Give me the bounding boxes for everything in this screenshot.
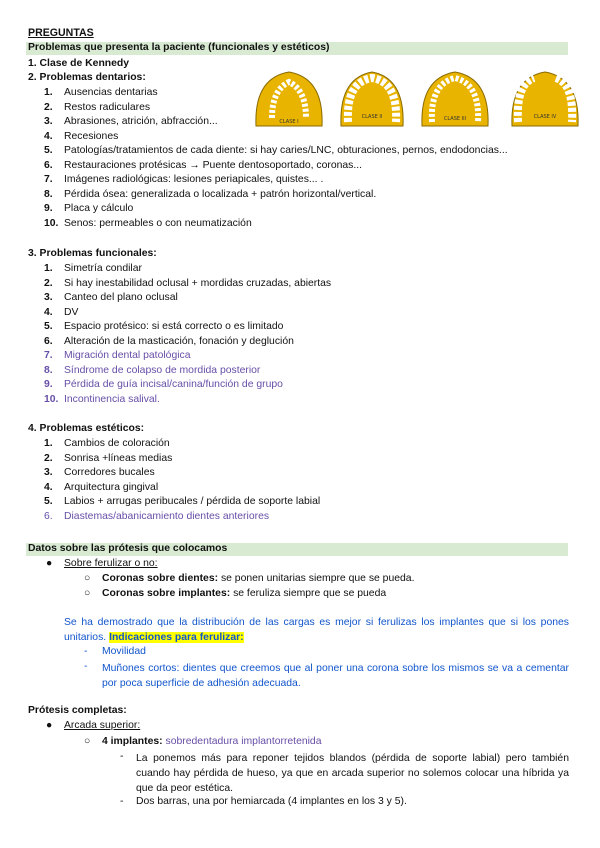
kennedy-label: CLASE IV	[533, 114, 557, 120]
circle-bullet-icon: ○	[84, 573, 91, 584]
aesthetic-list	[44, 437, 320, 524]
aesthetic-heading: 4. Problemas estéticos:	[28, 423, 145, 434]
list-item: 10. Senos: permeables o con neumatización	[44, 217, 252, 229]
dash-icon: -	[120, 751, 124, 762]
circle-bullet-icon: ○	[84, 736, 91, 747]
list-item: 3. Canteo del plano oclusal	[44, 292, 178, 303]
indications-highlight: Indicaciones para ferulizar:	[109, 632, 244, 643]
bullet-icon: ●	[46, 720, 53, 731]
list-item: 7. Migración dental patológica	[44, 350, 191, 361]
list-item: 9. Placa y cálculo	[44, 203, 134, 214]
list-item: 1. Ausencias dentarias	[44, 87, 158, 98]
list-item: 3. Abrasiones, atrición, abfracción...	[44, 116, 218, 127]
list-item: 10. Incontinencia salival.	[44, 393, 160, 405]
dash-icon: -	[120, 796, 124, 807]
list-item: 8. Pérdida ósea: generalizada o localizada + patrón horizontal/vertical.	[44, 188, 377, 200]
sub-item: La ponemos más para reponer tejidos blandos (pérdida de soporte labial) pero también cuando hay pérdida de hueso, ya que en arcada superior no solemos colocar una híbrida ya que da peor estética.	[136, 753, 569, 794]
list-item: 6. Restauraciones protésicas → Puente dentosoportado, coronas...	[44, 159, 363, 171]
kennedy-label: CLASE III	[443, 116, 467, 122]
kennedy-label: CLASE II	[361, 114, 383, 120]
list-item: 8. Síndrome de colapso de mordida posterior	[44, 364, 261, 376]
list-item: 7. Imágenes radiológicas: lesiones periapicales, quistes... .	[44, 174, 324, 185]
list-item: 9. Pérdida de guía incisal/canina/función de grupo	[44, 379, 283, 390]
list-item: 5. Espacio protésico: si está correcto o es limitado	[44, 321, 284, 332]
circle-bullet-icon: ○	[84, 588, 91, 599]
kennedy-class-2-image	[336, 68, 408, 130]
list-item: 1. Simetría condilar	[44, 263, 142, 274]
bullet-icon: ●	[46, 558, 53, 569]
coronas-implantes-line: Coronas sobre implantes: se feruliza siempre que se pueda	[102, 588, 387, 599]
list-item: 4. Recesiones	[44, 130, 119, 142]
page-title: PREGUNTAS	[28, 27, 94, 39]
functional-list	[44, 262, 331, 407]
list-item: 4. Arquitectura gingival	[44, 481, 159, 493]
kennedy-class-4-image	[506, 68, 584, 130]
functional-heading: 3. Problemas funcionales:	[28, 248, 157, 259]
kennedy-label: CLASE I	[279, 119, 299, 125]
blue-paragraph: Se ha demostrado que la distribución de las cargas es mejor si ferulizas los implantes que si los pones unitarios. Indicaciones para ferulizar:	[64, 617, 569, 643]
section-heading-problems: Problemas que presenta la paciente (funcionales y estéticos)	[28, 42, 330, 53]
list-item: 4. DV	[44, 306, 79, 318]
list-item: 2. Sonrisa +líneas medias	[44, 452, 173, 464]
dash-icon: -	[84, 661, 88, 672]
list-item: 3. Corredores bucales	[44, 467, 155, 478]
list-item: 5. Labios + arrugas peribucales / pérdida de soporte labial	[44, 496, 321, 507]
list-item: 2. Restos radiculares	[44, 101, 151, 113]
list-item: 5. Patologías/tratamientos de cada diente: si hay caries/LNC, obturaciones, pernos, endodoncias...	[44, 145, 508, 156]
ferulizar-label: Sobre ferulizar o no:	[64, 558, 158, 569]
list-item: 2. Si hay inestabilidad oclusal + mordidas cruzadas, abiertas	[44, 277, 332, 289]
dash-icon: -	[84, 646, 88, 657]
sub-item: Dos barras, una por hemiarcada (4 implantes en los 3 y 5).	[136, 796, 407, 807]
kennedy-class-1-image	[250, 68, 328, 130]
kennedy-class-3-image	[416, 68, 494, 130]
kennedy-heading: 1. Clase de Kennedy	[28, 58, 130, 69]
indication-item: Muñones cortos: dientes que creemos que al poner una corona sobre los mismos se va a cementar por poca superficie de adhesión adecuada.	[102, 663, 569, 689]
arcada-label: Arcada superior:	[64, 720, 141, 731]
list-item: 6. Diastemas/abanicamiento dientes anteriores	[44, 510, 270, 522]
coronas-dientes-line: Coronas sobre dientes: se ponen unitarias siempre que se pueda.	[102, 573, 415, 584]
dental-heading: 2. Problemas dentarios:	[28, 72, 146, 83]
list-item: 1. Cambios de coloración	[44, 438, 170, 449]
implants-line: 4 implantes: sobredentadura implantorretenida	[102, 736, 322, 747]
section-heading-prosthesis: Datos sobre las prótesis que colocamos	[28, 543, 228, 554]
complete-heading: Prótesis completas:	[28, 705, 127, 716]
list-item: 6. Alteración de la masticación, fonación y deglución	[44, 335, 294, 347]
indication-item: Movilidad	[102, 646, 146, 657]
